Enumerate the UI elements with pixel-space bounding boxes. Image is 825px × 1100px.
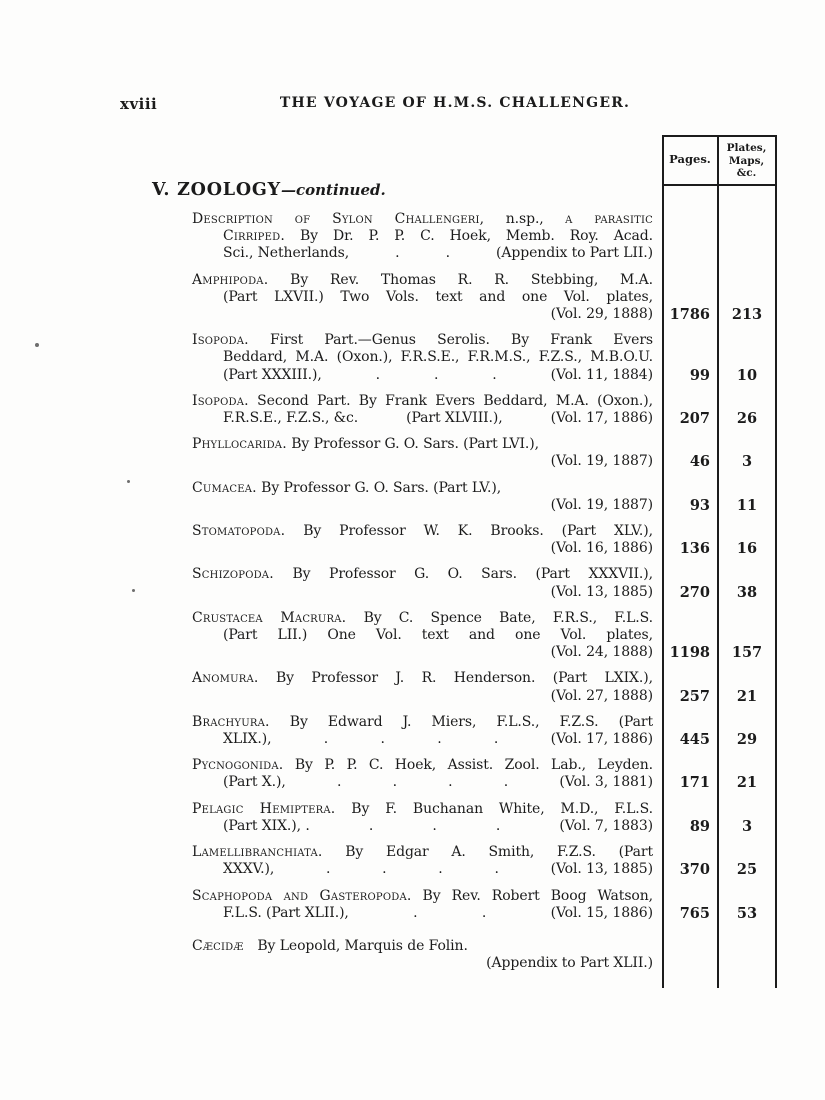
pages-value <box>665 938 718 972</box>
entry-run: By Professor G. O. Sars. (Part LV.), <box>256 479 502 496</box>
running-title: THE VOYAGE OF H.M.S. CHALLENGER. <box>279 95 631 111</box>
plates-number: 16 <box>736 540 758 558</box>
plates-value <box>718 714 776 748</box>
entry-line <box>192 955 653 972</box>
entry-segment: . <box>448 774 453 791</box>
pages-number: 370 <box>679 861 710 879</box>
entry-run: By Leopold, Marquis de Folin. <box>243 937 468 954</box>
entry-run: By Edgar A. Smith, F.Z.S. (Part <box>322 844 653 861</box>
entry-segment: . <box>368 817 374 834</box>
entry-text <box>192 714 653 748</box>
entry-run: (Vol. 13, 1885) <box>550 583 653 600</box>
entry-segment: (Vol. 3, 1881) <box>559 774 653 791</box>
plates-number: 10 <box>736 366 758 384</box>
scan-speck <box>127 480 130 483</box>
toc-entry-scaphopoda-gasteropoda <box>192 888 776 922</box>
entry-segment: . <box>492 366 497 383</box>
entry-line <box>192 688 653 705</box>
entry-run: (Vol. 27, 1888) <box>550 687 653 704</box>
scan-speck <box>132 589 135 592</box>
entry-line <box>192 888 653 905</box>
plates-value <box>718 757 776 791</box>
entry-line <box>192 818 653 835</box>
taxon-name: Description of Sylon Challengeri, <box>192 211 485 227</box>
plates-value <box>718 670 776 704</box>
column-header-plates <box>718 142 775 180</box>
toc-entry-cumacea <box>192 480 776 514</box>
pages-value <box>665 480 718 514</box>
plates-number: 26 <box>736 410 758 428</box>
page-number-folio: xviii <box>120 95 158 113</box>
entry-segment: . <box>392 774 397 791</box>
pages-number: 445 <box>679 731 710 749</box>
taxon-name: Cumacea. <box>192 479 257 496</box>
entry-segment: . <box>503 774 509 791</box>
entry-text <box>192 480 653 514</box>
entry-run: n.sp., <box>484 211 566 227</box>
plates-number: 38 <box>736 583 758 601</box>
taxon-name: Lamellibranchiata. <box>192 844 323 861</box>
entry-line <box>192 497 653 514</box>
taxon-name: Phyllocarida. <box>192 436 287 453</box>
section-heading <box>152 180 386 200</box>
entry-line <box>192 540 653 557</box>
entry-segment: (Vol. 11, 1884) <box>550 366 653 383</box>
taxon-name: Stomatopoda. <box>192 523 286 540</box>
plates-number: 3 <box>741 453 753 471</box>
entry-line <box>192 436 653 453</box>
entry-run: Beddard, M.A. (Oxon.), F.R.S.E., F.R.M.S., F.Z.S., M.B.O.U. <box>223 349 653 366</box>
entry-line <box>192 861 653 878</box>
entry-line <box>192 306 653 323</box>
entry-text <box>192 757 653 791</box>
toc-entry-crustacea-macrura <box>192 610 776 662</box>
taxon-name: Crustacea Macrura. <box>192 609 347 626</box>
entry-run: (Vol. 19, 1887) <box>550 496 653 513</box>
pages-value <box>665 714 718 748</box>
entry-line <box>192 644 653 661</box>
entry-line <box>192 349 653 366</box>
plates-value <box>718 211 776 263</box>
entry-text <box>192 272 653 324</box>
entry-segment: . <box>433 366 439 383</box>
entry-segment: . <box>495 817 501 834</box>
entry-segment: (Part XXXIII.), <box>223 366 322 383</box>
plates-value <box>718 480 776 514</box>
plates-number: 29 <box>736 731 758 749</box>
entry-text <box>192 393 653 427</box>
toc-entry-caecidae <box>192 938 776 972</box>
taxon-name: Isopoda. <box>192 332 249 349</box>
entry-segment: F.L.S. (Part XLII.), <box>223 904 349 921</box>
plates-value <box>718 393 776 427</box>
entry-line <box>192 228 653 245</box>
entry-run: (Vol. 24, 1888) <box>550 644 653 661</box>
pages-value <box>665 610 718 662</box>
entry-segment: (Part X.), <box>223 774 286 791</box>
toc-entry-sylon-challengeri <box>192 211 776 263</box>
entry-line <box>192 523 653 540</box>
plates-number: 21 <box>736 687 758 705</box>
pages-value <box>665 844 718 878</box>
toc-entry-schizopoda <box>192 566 776 600</box>
pages-number: 257 <box>679 687 710 705</box>
entry-line <box>192 731 653 748</box>
column-header-pages: Pages. <box>669 152 711 166</box>
entry-text <box>192 523 653 557</box>
entry-text <box>192 211 653 263</box>
entry-segment: . <box>445 245 450 262</box>
entry-line <box>192 757 653 774</box>
entry-segment: . <box>437 731 442 748</box>
taxon-name: Schizopoda. <box>192 566 274 583</box>
toc-entry-isopoda-first-part <box>192 332 776 384</box>
entry-segment: . <box>380 731 385 748</box>
plates-number: 3 <box>741 817 753 835</box>
taxon-name: Scaphopoda and Gasteropoda. <box>192 887 412 904</box>
entry-run: First Part.—Genus Serolis. By Frank Evers <box>248 332 653 349</box>
pages-number: 89 <box>689 817 710 835</box>
entry-text <box>192 938 653 972</box>
section-title: V. ZOOLOGY <box>152 180 281 200</box>
entry-text <box>192 332 653 384</box>
entries <box>192 211 776 981</box>
pages-value <box>665 211 718 263</box>
entry-line <box>192 566 653 583</box>
entry-run: (Part LII.) One Vol. text and one Vol. plates, <box>223 627 653 644</box>
entry-segment: . <box>336 774 342 791</box>
plates-number: 213 <box>731 306 763 324</box>
entry-run: By Professor J. R. Henderson. (Part LXIX.), <box>258 670 653 687</box>
entry-line <box>192 627 653 644</box>
taxon-name: Cirriped. <box>223 228 285 245</box>
entry-line <box>192 245 653 262</box>
entry-line <box>192 905 653 922</box>
entry-segment: . <box>481 904 487 921</box>
entry-segment: . <box>438 861 443 878</box>
entry-line <box>192 410 653 427</box>
toc-entry-pelagic-hemiptera <box>192 801 776 835</box>
pages-value <box>665 523 718 557</box>
plates-value <box>718 938 776 972</box>
plates-number: 157 <box>731 644 763 662</box>
pages-value <box>665 801 718 835</box>
taxon-name: Pycnogonida. <box>192 757 284 774</box>
entry-run: By Dr. P. P. C. Hoek, Memb. Roy. Acad. <box>284 228 653 245</box>
entry-segment: . <box>493 731 499 748</box>
entry-run: (Appendix to Part XLII.) <box>486 955 653 972</box>
toc-entry-lamellibranchiata <box>192 844 776 878</box>
entry-text <box>192 801 653 835</box>
plates-value <box>718 844 776 878</box>
pages-value <box>665 670 718 704</box>
pages-number: 270 <box>679 583 710 601</box>
entry-segment: . <box>375 366 381 383</box>
entry-line <box>192 367 653 384</box>
plates-value <box>718 523 776 557</box>
entry-line <box>192 211 653 228</box>
entry-segment: . <box>323 731 329 748</box>
entry-text <box>192 610 653 662</box>
plates-value <box>718 801 776 835</box>
entry-run: By Edward J. Miers, F.L.S., F.Z.S. (Part <box>269 713 653 730</box>
entry-segment: XXXV.), <box>223 861 275 878</box>
entry-text <box>192 670 653 704</box>
taxon-name: Cæcidæ <box>192 937 244 954</box>
entry-segment: (Vol. 13, 1885) <box>550 861 653 878</box>
entry-segment: . <box>494 861 499 878</box>
entry-segment: . <box>432 817 437 834</box>
toc-entry-amphipoda <box>192 272 776 324</box>
entry-line <box>192 584 653 601</box>
taxon-name: Pelagic Hemiptera. <box>192 800 336 817</box>
plates-value <box>718 332 776 384</box>
entry-run: (Vol. 19, 1887) <box>550 453 653 470</box>
section-continued: —continued. <box>280 181 386 199</box>
entry-run: Second Part. By Frank Evers Beddard, M.A. (Oxon.), <box>248 392 653 409</box>
entry-line <box>192 801 653 818</box>
entry-run: By Rev. Robert Boog Watson, <box>411 887 653 904</box>
pages-number: 93 <box>689 496 710 514</box>
entry-segment: XLIX.), <box>223 731 272 748</box>
plates-value <box>718 566 776 600</box>
entry-line <box>192 393 653 410</box>
entry-line <box>192 453 653 470</box>
plates-value <box>718 888 776 922</box>
entry-line <box>192 714 653 731</box>
entry-run: (Part LXVII.) Two Vols. text and one Vol. plates, <box>223 288 653 305</box>
column-header-plates-line1: Plates, <box>726 142 767 154</box>
pages-number: 1198 <box>669 644 710 662</box>
entry-run: (Vol. 29, 1888) <box>550 306 653 323</box>
entry-text <box>192 566 653 600</box>
entry-segment: F.R.S.E., F.Z.S., &c. <box>223 410 359 427</box>
taxon-name: Brachyura. <box>192 713 270 730</box>
taxon-name: a parasitic <box>565 211 653 227</box>
entry-run: By P. P. C. Hoek, Assist. Zool. Lab., Leyden. <box>283 757 653 774</box>
entry-segment: Sci., Netherlands, <box>223 245 350 262</box>
pages-number: 207 <box>679 410 710 428</box>
taxon-name: Amphipoda. <box>192 271 269 288</box>
plates-value <box>718 272 776 324</box>
entry-segment: . <box>395 245 400 262</box>
plates-number: 21 <box>736 774 758 792</box>
pages-number: 171 <box>679 774 710 792</box>
pages-value <box>665 436 718 470</box>
table-header-underline <box>662 184 777 186</box>
entry-segment: (Appendix to Part LII.) <box>496 245 653 262</box>
toc-entry-phyllocarida <box>192 436 776 470</box>
plates-value <box>718 436 776 470</box>
pages-number: 1786 <box>669 306 710 324</box>
column-header-plates-line2: Maps, &c. <box>728 154 765 179</box>
toc-entry-pycnogonida <box>192 757 776 791</box>
entry-line <box>192 289 653 306</box>
pages-value <box>665 332 718 384</box>
entry-line <box>192 332 653 349</box>
pages-number: 99 <box>689 366 710 384</box>
pages-number: 136 <box>679 540 710 558</box>
toc-entry-brachyura <box>192 714 776 748</box>
plates-number: 53 <box>736 904 758 922</box>
entry-text <box>192 436 653 470</box>
entry-run: By Rev. Thomas R. R. Stebbing, M.A. <box>268 271 653 288</box>
pages-value <box>665 566 718 600</box>
plates-number: 25 <box>736 861 758 879</box>
entry-run: By Professor G. O. Sars. (Part XXXVII.), <box>273 566 653 583</box>
entry-segment: (Vol. 15, 1886) <box>550 904 653 921</box>
plates-value <box>718 610 776 662</box>
entry-line <box>192 844 653 861</box>
entry-run: By Professor G. O. Sars. (Part LVI.), <box>286 436 539 453</box>
entry-run: (Vol. 16, 1886) <box>550 540 653 557</box>
entry-segment: . <box>382 861 387 878</box>
pages-value <box>665 272 718 324</box>
pages-value <box>665 757 718 791</box>
toc-entry-stomatopoda <box>192 523 776 557</box>
pages-value <box>665 888 718 922</box>
entry-line <box>192 774 653 791</box>
entry-line <box>192 272 653 289</box>
entry-run: By F. Buchanan White, M.D., F.L.S. <box>335 800 653 817</box>
pages-value <box>665 393 718 427</box>
taxon-name: Isopoda. <box>192 392 249 409</box>
toc-entry-anomura <box>192 670 776 704</box>
entry-text <box>192 888 653 922</box>
scan-speck <box>35 343 39 347</box>
entry-segment: (Part XIX.), . <box>223 817 310 834</box>
entry-line <box>192 670 653 687</box>
pages-number: 765 <box>679 904 710 922</box>
entry-segment: (Vol. 17, 1886) <box>550 731 653 748</box>
table-border-top <box>662 135 777 137</box>
entry-segment: (Part XLVIII.), <box>406 410 503 427</box>
entry-segment: (Vol. 17, 1886) <box>550 410 653 427</box>
toc-entry-isopoda-second-part <box>192 393 776 427</box>
entry-segment: (Vol. 7, 1883) <box>559 817 653 834</box>
pages-number: 46 <box>689 453 710 471</box>
plates-number: 11 <box>736 496 758 514</box>
taxon-name: Anomura. <box>192 670 259 687</box>
entry-line <box>192 480 653 497</box>
entry-text <box>192 844 653 878</box>
entry-run: By C. Spence Bate, F.R.S., F.L.S. <box>346 609 653 626</box>
entry-segment: . <box>326 861 331 878</box>
entry-line <box>192 938 653 955</box>
entry-segment: . <box>413 904 418 921</box>
entry-line <box>192 610 653 627</box>
entry-run: By Professor W. K. Brooks. (Part XLV.), <box>285 523 653 540</box>
